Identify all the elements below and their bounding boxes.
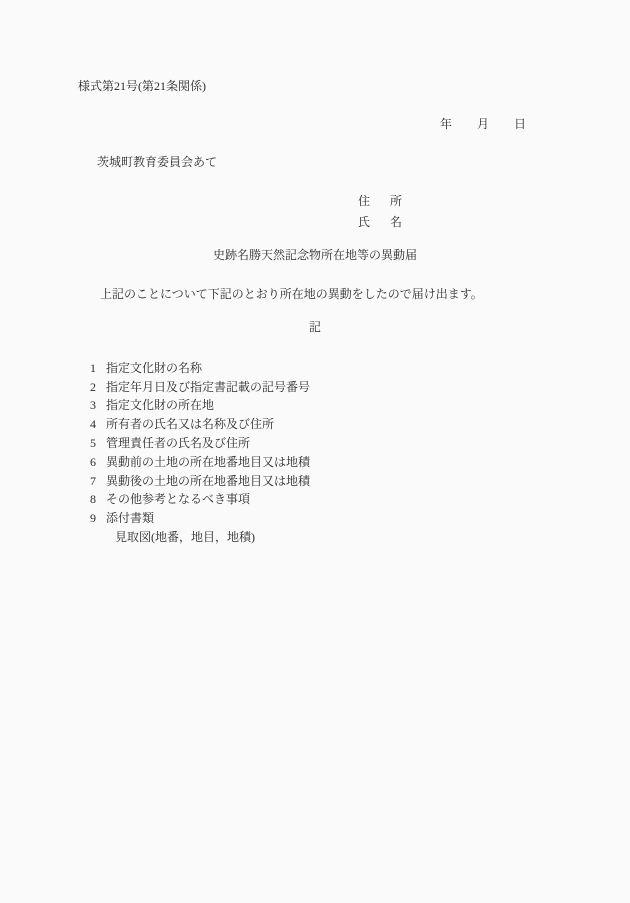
list-item <box>90 359 310 378</box>
item-text: 指定文化財の名称 <box>106 360 203 375</box>
item-number: 7 <box>90 473 96 488</box>
item-text: 異動前の土地の所在地番地目又は地積 <box>106 454 311 469</box>
item-number: 3 <box>90 398 96 413</box>
item-number: 5 <box>90 436 96 451</box>
list-item <box>90 378 310 397</box>
item-number: 6 <box>90 454 96 469</box>
list-item <box>90 472 310 491</box>
section-marker: 記 <box>308 320 321 334</box>
date-line <box>440 117 526 132</box>
item-text: 異動後の土地の所在地番地目又は地積 <box>106 473 311 488</box>
date-year-label: 年 <box>440 117 453 131</box>
item-text: その他参考となるべき事項 <box>106 492 251 507</box>
item-number: 2 <box>90 379 96 394</box>
item-text: 指定年月日及び指定書記載の記号番号 <box>106 379 311 394</box>
list-item <box>90 509 310 528</box>
item-number: 8 <box>90 492 96 507</box>
date-day-label: 日 <box>514 117 527 131</box>
sender-name-label: 氏 名 <box>358 215 407 229</box>
list-item <box>90 397 310 416</box>
date-month-label: 月 <box>477 117 490 131</box>
item-text: 指定文化財の所在地 <box>106 398 215 413</box>
addressee: 茨城町教育委員会あて <box>97 155 218 169</box>
item-text: 所有者の氏名又は名称及び住所 <box>106 417 275 432</box>
document-title: 史跡名勝天然記念物所在地等の異動届 <box>212 248 417 262</box>
item-number: 4 <box>90 417 96 432</box>
list-item <box>90 491 310 510</box>
list-item <box>90 415 310 434</box>
list-item <box>90 453 310 472</box>
sender-address-label: 住 所 <box>358 194 407 208</box>
list-item <box>90 434 310 453</box>
form-number: 様式第21号(第21条関係) <box>78 79 206 93</box>
item-number: 9 <box>90 511 96 526</box>
attachment-note-text: 見取図(地番，地目，地積) <box>115 530 255 545</box>
item-list <box>90 359 310 547</box>
item-text: 管理責任者の氏名及び住所 <box>106 436 251 451</box>
body-text: 上記のことについて下記のとおり所在地の異動をしたので届け出ます。 <box>100 287 483 301</box>
item-number: 1 <box>90 360 96 375</box>
item-text: 添付書類 <box>106 511 155 526</box>
attachment-note <box>90 528 310 547</box>
